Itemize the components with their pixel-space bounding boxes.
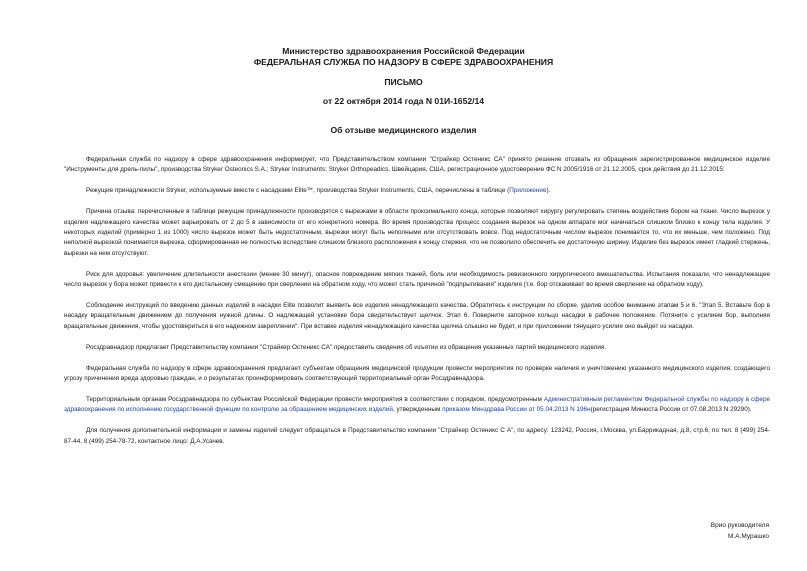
document-body	[64, 155, 770, 458]
paragraph-accessories	[64, 186, 770, 196]
paragraph-text: ).	[546, 187, 551, 195]
paragraph-reason: Причина отзыва: перечисленные в таблице режущие принадлежности производятся с вырезками в области проксимального конца, которые позволяют хирургу регулировать степень воздействия бором на ткани. Число вырезок у изделия надлежащего качества может варьировать от 2 до 5 в зависимости от его конкретного номера. Во время производства процесс создания вырезок на одном аппарате мог начинаться слишком близко к концу тела изделия. У некоторых изделий (примерно 1 из 1000) число вырезок может быть недостаточным, вырезки могут быть неполными или отсутствовать вовсе. Под недостаточным числом вырезок понимается то, что их меньше, чем положено. Под неполной вырезкой понимается вырезка, сформированная не полностью вследствие слишком близкого расположения к концу стержня, что не позволило обеспечить ее достаточную ширину. Изделие без вырезок имеет гладкий стержень, вырезки на нем отсутствуют.	[64, 208, 770, 257]
signatory-position: Врио руководителя	[710, 522, 769, 529]
paragraph-intro: Федеральная служба по надзору в сфере здравоохранения информирует, что Представительством компании "Страйкер Остеникс СА" принято решение отозвать из обращения зарегистрированное медицинское изделие "Инструменты для дрель-пилы", производства Stryker Osteonics S.A.; Stryker Instruments; Stryker Orthopeadics, Швейцария, США, регистрационное удостоверение ФС N 2005/1916 от 21.12.2005, срок действия до 21.12.2015:	[64, 156, 770, 174]
paragraph-text: Территориальным органам Росздравнадзора по субъектам Российской Федерации провести мероприятия в соответствии с порядком, предусмотренным	[86, 396, 544, 403]
document-date-number: от 22 октября 2014 года N 01И-1652/14	[322, 96, 485, 106]
paragraph-text: (регистрация Минюста России от 07.08.2013 N 29290).	[590, 406, 752, 414]
signatory-name: М.А.Мурашко	[727, 533, 769, 540]
service-name: ФЕДЕРАЛЬНАЯ СЛУЖБА ПО НАДЗОРУ В СФЕРЕ ЗДРАВООХРАНЕНИЯ	[253, 57, 554, 67]
paragraph-risk: Риск для здоровья: увеличение длительности анестезии (менее 30 минут), опасное повреждение мягких тканей, боль или необходимость ревизионного хирургического вмешательства. Испытания показали, что ненадлежащее число вырезок у бора может привести к его дистальному смещению при сверлении на обратном ходу, что может стать причиной "подпрыгивания" изделия (т.е. бор отскакивает во время сверления на обратном ходу).	[64, 270, 770, 289]
appendix-link[interactable]: Приложение	[509, 187, 547, 195]
paragraph-subjects: Федеральная служба по надзору в сфере здравоохранения предлагает субъектам обращения медицинской продукции провести мероприятия по проверке наличия и уничтожению указанного медицинского изделия, создающего угрозу причинения вреда здоровью граждан, и о результатах проинформировать соответствующий территориальный орган Росздравнадзора.	[64, 364, 770, 383]
document-header	[0, 46, 807, 68]
order-link[interactable]: приказом Минздрава России от 05.04.2013 N 196н	[442, 406, 591, 414]
paragraph-text: , утвержденным	[392, 406, 443, 414]
paragraph-proposal: Росздравнадзор предлагает Представительству компании "Страйкер Остеникс СА" предоставить сведения об изъятии из обращения указанных партий медицинского изделия.	[86, 343, 607, 351]
paragraph-text: Режущие принадлежности Stryker, используемые вместе с насадками Elite™, производства Stryker Instruments, США, перечислены в таблице (	[86, 187, 510, 195]
ministry-name: Министерство здравоохранения Российской Федерации	[282, 46, 525, 56]
regulation-link[interactable]: Административным регламентом Федеральной службы по надзору в сфере здравоохранения по исполнению государственной функции по контролю за обращением медицинских изделий	[64, 396, 770, 414]
paragraph-territorial	[64, 395, 770, 416]
paragraph-instructions: Соблюдение инструкций по введению данных изделий в насадки Elite позволит выявить все изделия ненадлежащего качества. Обратитесь к инструкции по сборке, уделив особое внимание этапам 5 и 6. "Этап 5. Вставьте бор в насадку вращательным движением до получения нужной длины. О надлежащей установке бора свидетельствует щелчок. Этап 6. Поверните запорное кольцо насадки в рабочее положение. Потяните с усилием бор, выполняя вращательные движения, чтобы удостовериться в его надежном закреплении". При вставке изделия ненадлежащего качества щелчка слышно не будет, и при приложении тянущего усилия оно выйдет из насадки.	[64, 302, 770, 330]
paragraph-contacts: Для получения дополнительной информации и замены изделий следует обращаться в Представительство компании "Страйкер Остеникс С А", по адресу: 123242, Россия, г.Москва, ул.Баррикадная, д.8, стр.6, по тел. 8 (499) 254-87-44, 8 (499) 254-78-72, контактное лицо: Д.А.Усачев.	[64, 427, 770, 445]
document-subject: Об отзыве медицинского изделия	[330, 125, 477, 135]
signature-block	[711, 520, 769, 542]
document-type: ПИСЬМО	[384, 77, 423, 87]
